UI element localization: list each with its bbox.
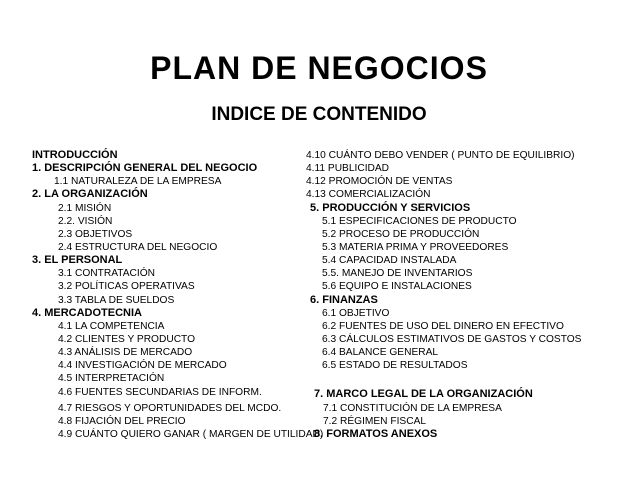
toc-entry: 4.1 LA COMPETENCIA <box>58 320 165 332</box>
toc-entry: 6.5 ESTADO DE RESULTADOS <box>322 360 468 372</box>
toc-entry: 4.10 CUÁNTO DEBO VENDER ( PUNTO DE EQUILIBRIO) <box>306 150 575 161</box>
toc-entry: 3.2 POLÍTICAS OPERATIVAS <box>58 281 195 293</box>
toc-section-heading: 3. EL PERSONAL <box>32 254 123 267</box>
toc-entry: 4.5 INTERPRETACIÓN <box>58 373 165 385</box>
toc-entry: 5.6 EQUIPO E INSTALACIONES <box>322 281 472 293</box>
toc-entry: 4.8 FIJACIÓN DEL PRECIO <box>58 415 186 427</box>
toc-entry: 2.2. VISIÓN <box>58 215 113 227</box>
toc-entry: 4.3 ANÁLISIS DE MERCADO <box>58 347 193 359</box>
toc-entry: 7.1 CONSTITUCIÓN DE LA EMPRESA <box>323 402 502 414</box>
toc-entry: 6.1 OBJETIVO <box>322 307 390 319</box>
toc-right-column <box>306 149 636 441</box>
toc-left-column <box>32 149 324 441</box>
toc-entry: 4.9 CUÁNTO QUIERO GANAR ( MARGEN DE UTILIDAD) <box>58 428 324 440</box>
toc-entry: 1.1 NATURALEZA DE LA EMPRESA <box>54 176 222 188</box>
toc-section-heading: 5. PRODUCCIÓN Y SERVICIOS <box>310 201 471 214</box>
toc-section-heading: 7. MARCO LEGAL DE LA ORGANIZACIÓN <box>314 388 533 401</box>
toc-entry: 2.3 OBJETIVOS <box>58 228 133 240</box>
toc-entry: 2.4 ESTRUCTURA DEL NEGOCIO <box>58 241 218 253</box>
toc-section-heading: INTRODUCCIÓN <box>32 149 118 161</box>
toc-entry: 4.2 CLIENTES Y PRODUCTO <box>58 333 196 345</box>
toc-entry: 6.4 BALANCE GENERAL <box>322 347 439 359</box>
toc-section-heading: 2. LA ORGANIZACIÓN <box>32 188 148 201</box>
toc-entry: 4.13 COMERCIALIZACIÓN <box>306 189 431 201</box>
toc-entry: 4.7 RIESGOS Y OPORTUNIDADES DEL MCDO. <box>58 402 282 414</box>
toc-entry: 5.2 PROCESO DE PRODUCCIÓN <box>322 228 480 240</box>
toc-spacer <box>306 372 636 385</box>
page-subtitle: INDICE DE CONTENIDO <box>211 104 427 125</box>
toc-entry: 5.3 MATERIA PRIMA Y PROVEEDORES <box>322 241 509 253</box>
page-title: PLAN DE NEGOCIOS <box>150 50 488 86</box>
toc-entry: 6.2 FUENTES DE USO DEL DINERO EN EFECTIVO <box>322 320 564 332</box>
toc-entry: 6.3 CÁLCULOS ESTIMATIVOS DE GASTOS Y COSTOS <box>322 333 582 345</box>
toc-entry: 5.4 CAPACIDAD INSTALADA <box>322 255 457 267</box>
toc-section-heading: 4. MERCADOTECNIA <box>32 306 143 319</box>
toc-entry: 4.6 FUENTES SECUNDARIAS DE INFORM. <box>58 386 262 398</box>
toc-entry: 4.11 PUBLICIDAD <box>306 163 390 175</box>
toc-entry: 7.2 RÉGIMEN FISCAL <box>323 415 427 427</box>
toc-entry: 3.1 CONTRATACIÓN <box>58 268 155 280</box>
toc-entry: 2.1 MISIÓN <box>58 202 112 214</box>
toc-section-heading: 8. FORMATOS ANEXOS <box>314 427 438 440</box>
toc-section-heading: 6. FINANZAS <box>310 293 378 306</box>
toc-entry: 4.12 PROMOCIÓN DE VENTAS <box>306 176 453 188</box>
toc-entry: 5.5. MANEJO DE INVENTARIOS <box>322 268 473 280</box>
toc-section-heading: 1. DESCRIPCIÓN GENERAL DEL NEGOCIO <box>32 162 258 175</box>
toc-entry: 4.4 INVESTIGACIÓN DE MERCADO <box>58 360 227 372</box>
toc-entry: 5.1 ESPECIFICACIONES DE PRODUCTO <box>322 215 517 227</box>
toc-entry: 3.3 TABLA DE SUELDOS <box>58 294 175 306</box>
